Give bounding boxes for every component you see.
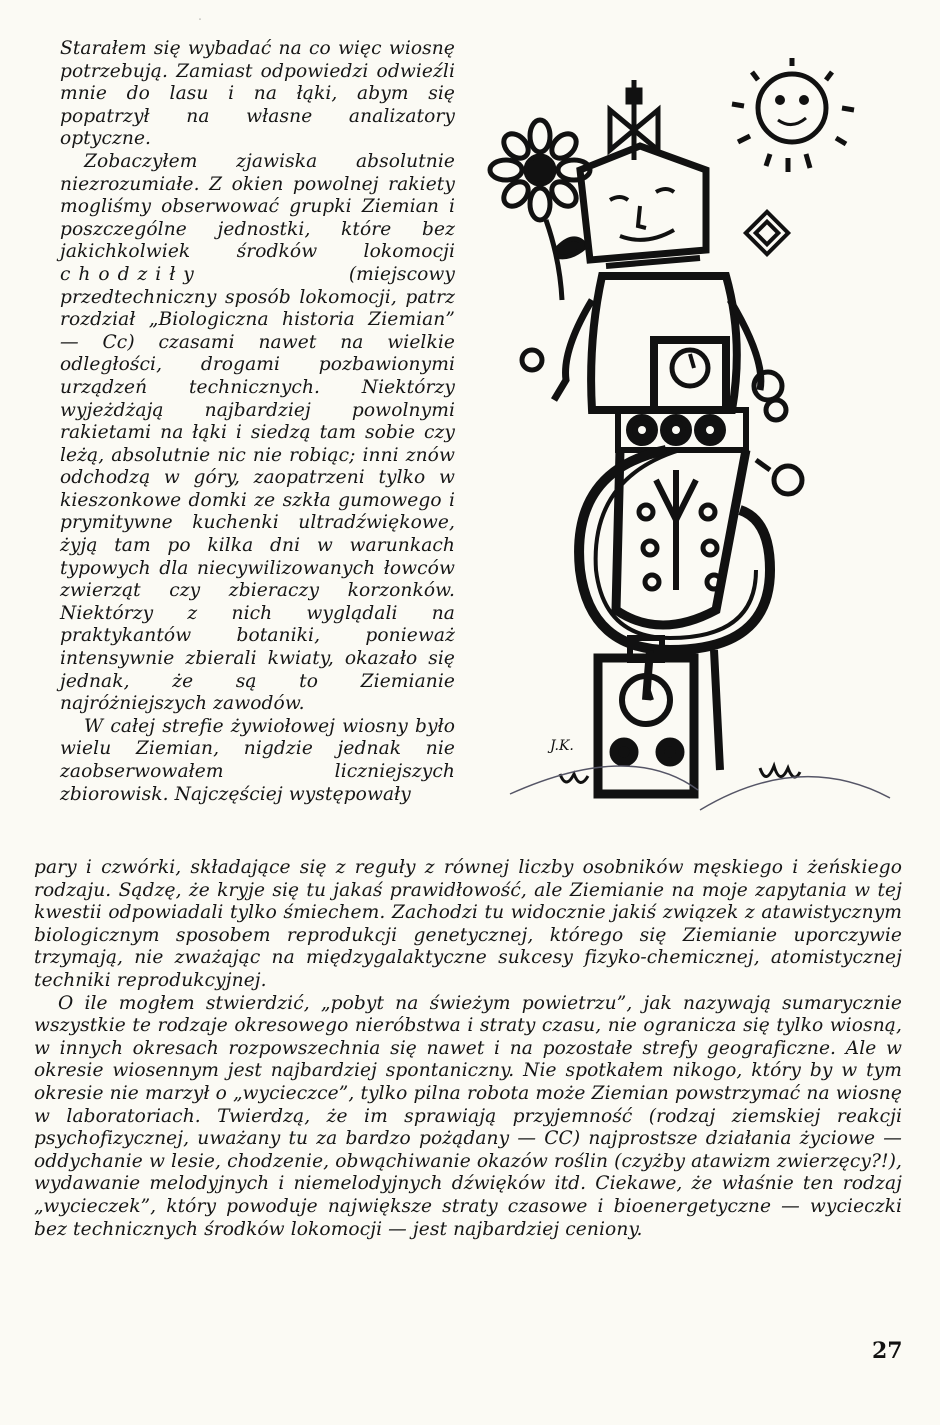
diamond-icon [746, 212, 788, 254]
full-width-text [34, 857, 902, 1241]
device-box [598, 638, 694, 794]
control-belt [618, 410, 746, 450]
robot-lower-body [616, 450, 746, 625]
paragraph-2-start: Zobaczyłem zjawiska absolutnie niezrozumiałe. Z okien powolnej rakiety mogliśmy obserwować grupki Ziemian i poszczególne jednostki, które bez jakichkolwiek środków lokomocji [60, 150, 455, 263]
page-number: 27 [872, 1338, 903, 1364]
ground-lines [510, 766, 890, 810]
paragraph-3-end: pary i czwórki, składające się z reguły z równej liczby osobników męskiego i żeńskiego rodzaju. Sądzę, że kryje się tu jakaś prawidłowość, ale Ziemianie na moje zapytania w tej kwestii odpowiadali tylko śmiechem. Zachodzi tu widocznie jakiś związek z atawistycznym biologicznym sposobem reprodukcji genetycznej, którego się Ziemianie uporczywie trzymają, nie zważając na międzygalaktyczne sukcesy fizyko-chemicznej, atomistycznej techniki reprodukcyjnej. [34, 857, 902, 991]
paragraph-1: Starałem się wybadać na co więc wiosnę potrzebują. Zamiast odpowiedzi odwieźli mnie do lasu i na łąki, abym się popatrzył na własne analizatory optyczne. [60, 38, 455, 150]
robot-head [580, 146, 706, 266]
illustration-signature: J.K. [550, 738, 574, 754]
paragraph-4: O ile mogłem stwierdzić, „pobyt na świeżym powietrzu”, jak nazywają sumarycznie wszystkie te rodzaje okresowego nieróbstwa i straty czasu, nie ogranicza się tylko wiosną, w innych okresach rozpowszechnia się nawet i na pozostałe strefy geograficzne. Ale w okresie wiosennym jest najbardziej spontaniczny. Nie spotkałem nikogo, który by w tym okresie nie marzył o „wycieczce”, tylko pilna robota może Ziemian powstrzymać na wiosnę w laboratoriach. Twierdzą, że im sprawiają przyjemność (rodzaj ziemskiej reakcji psychofizycznej, uważany tu za bardzo pożądany — CC) najprostsze działania życiowe — oddychanie w lesie, chodzenie, obwąchiwanie okazów roślin (czyżby atawizm zwierzęcy?!), wydawanie melodyjnych i niemelodyjnych dźwięków itd. Ciekawe, że właśnie ten rodzaj „wycieczek”, który powoduje największe straty czasowe i bioenergetyczne — wycieczki bez technicznych środków lokomocji — jest najbardziej ceniony. [34, 992, 902, 1240]
paragraph-3-start: W całej strefie żywiołowej wiosny było wielu Ziemian, nigdzie jednak nie zaobserwowałem liczniejszych zbiorowisk. Najczęściej występowały [60, 715, 455, 805]
spaced-word: chodziły [60, 263, 202, 285]
paragraph-2 [60, 151, 455, 716]
robot-illustration [470, 50, 910, 820]
sun-icon [732, 58, 854, 172]
paragraph-2-end: (miejscowy przedtechniczny sposób lokomocji, patrz rozdział „Biologiczna historia Ziemian” — Cc) czasami nawet na wielkie odległości, drogami pozbawionymi urządzeń technicznych. Niektórzy wyjeżdżają najbardziej powolnymi rakietami na łąki i siedzą tam sobie czy leżą, absolutnie nic nie robiąc; inni znów odchodzą w góry, zaopatrzeni tylko w kieszonkowe domki ze szkła gumowego i prymitywne kuchenki ultradźwiękowe, żyją tam po kilka dni w warunkach typowych dla niecywilizowanych łowców zwierząt czy zbieraczy korzonków. Niektórzy z nich wyglądali na praktykantów botaniki, ponieważ intensywnie zbierali kwiaty, okazało się jednak, że są to Ziemianie najróżniejszych zawodów. [60, 263, 455, 715]
flower-icon [490, 120, 590, 300]
narrow-column [60, 38, 455, 806]
